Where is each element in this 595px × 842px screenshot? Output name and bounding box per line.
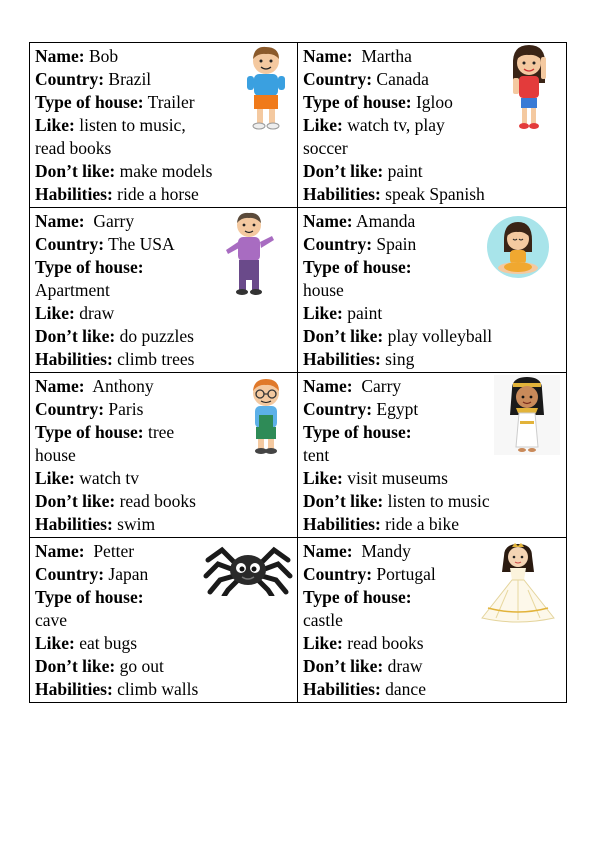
name-value: Garry xyxy=(84,211,135,231)
country-label: Country: xyxy=(303,399,373,419)
house-line xyxy=(303,586,562,609)
country-value: Japan xyxy=(104,564,149,584)
country-label: Country: xyxy=(303,69,373,89)
name-value: Anthony xyxy=(84,376,154,396)
like-line xyxy=(35,467,293,490)
abilities-value: climb walls xyxy=(112,679,199,699)
abilities-label: Habilities: xyxy=(35,679,113,699)
abilities-line xyxy=(303,513,562,536)
house-line xyxy=(303,256,562,279)
abilities-label: Habilities: xyxy=(303,679,381,699)
dislike-line xyxy=(35,160,293,183)
like-label: Like: xyxy=(35,633,75,653)
name-line xyxy=(35,540,293,563)
abilities-label: Habilities: xyxy=(303,514,381,534)
like-label: Like: xyxy=(303,633,343,653)
country-line xyxy=(35,563,293,586)
like-continuation: read books xyxy=(35,138,112,158)
name-value: Amanda xyxy=(352,211,416,231)
name-value: Carry xyxy=(352,376,402,396)
like-value: read books xyxy=(342,633,424,653)
abilities-line xyxy=(35,678,293,701)
house-value: Igloo xyxy=(411,92,453,112)
dislike-value: read books xyxy=(115,491,196,511)
like-value: draw xyxy=(74,303,115,323)
country-value: The USA xyxy=(104,234,175,254)
abilities-line xyxy=(303,183,562,206)
name-label: Name: xyxy=(35,211,85,231)
house-line xyxy=(35,421,293,444)
dislike-label: Don’t like: xyxy=(35,326,116,346)
name-line xyxy=(35,375,293,398)
house-label: Type of house: xyxy=(35,92,144,112)
name-line xyxy=(35,45,293,68)
card-garry xyxy=(30,208,298,372)
like-label: Like: xyxy=(35,303,75,323)
house-continuation: tent xyxy=(303,445,330,465)
abilities-value: ride a horse xyxy=(112,184,199,204)
country-value: Brazil xyxy=(104,69,152,89)
house-label: Type of house: xyxy=(303,422,412,442)
country-value: Canada xyxy=(372,69,429,89)
table-row xyxy=(30,373,566,538)
country-label: Country: xyxy=(35,234,105,254)
house-label: Type of house: xyxy=(303,587,412,607)
abilities-value: speak Spanish xyxy=(380,184,485,204)
dislike-value: listen to music xyxy=(383,491,490,511)
house-line xyxy=(303,91,562,114)
dislike-line xyxy=(303,655,562,678)
name-value: Petter xyxy=(84,541,135,561)
country-label: Country: xyxy=(35,69,105,89)
dislike-line xyxy=(35,490,293,513)
card-anthony xyxy=(30,373,298,537)
card-mandy xyxy=(298,538,566,702)
house-line xyxy=(303,421,562,444)
like-value: watch tv, play xyxy=(342,115,445,135)
like-value: visit museums xyxy=(342,468,448,488)
name-value: Martha xyxy=(352,46,412,66)
like-value: eat bugs xyxy=(74,633,138,653)
name-label: Name: xyxy=(303,376,353,396)
abilities-value: ride a bike xyxy=(380,514,460,534)
name-label: Name: xyxy=(35,376,85,396)
table-row xyxy=(30,208,566,373)
country-line xyxy=(303,563,562,586)
dislike-line xyxy=(303,490,562,513)
like-line xyxy=(303,302,562,325)
card-bob xyxy=(30,43,298,207)
house-continuation: cave xyxy=(35,610,68,630)
dislike-label: Don’t like: xyxy=(35,491,116,511)
abilities-line xyxy=(35,348,293,371)
country-line xyxy=(35,68,293,91)
table-row xyxy=(30,43,566,208)
country-label: Country: xyxy=(303,564,373,584)
abilities-value: sing xyxy=(380,349,415,369)
country-value: Spain xyxy=(372,234,417,254)
house-continuation: castle xyxy=(303,610,343,630)
abilities-label: Habilities: xyxy=(35,349,113,369)
dislike-value: play volleyball xyxy=(383,326,493,346)
like-label: Like: xyxy=(303,115,343,135)
card-petter xyxy=(30,538,298,702)
house-line xyxy=(35,91,293,114)
house-line xyxy=(35,256,293,279)
like-line xyxy=(35,302,293,325)
country-value: Paris xyxy=(104,399,144,419)
name-line xyxy=(303,210,562,233)
country-line xyxy=(303,233,562,256)
house-value: Trailer xyxy=(143,92,195,112)
country-line xyxy=(303,68,562,91)
like-line xyxy=(35,632,293,655)
dislike-label: Don’t like: xyxy=(303,491,384,511)
like-line xyxy=(303,467,562,490)
name-label: Name: xyxy=(303,211,353,231)
name-line xyxy=(303,540,562,563)
like-line xyxy=(35,114,293,137)
abilities-label: Habilities: xyxy=(35,184,113,204)
name-line xyxy=(303,375,562,398)
abilities-value: dance xyxy=(380,679,426,699)
dislike-value: draw xyxy=(383,656,423,676)
like-value: paint xyxy=(342,303,383,323)
dislike-line xyxy=(35,325,293,348)
dislike-value: paint xyxy=(383,161,423,181)
abilities-label: Habilities: xyxy=(303,349,381,369)
house-label: Type of house: xyxy=(35,257,144,277)
abilities-label: Habilities: xyxy=(35,514,113,534)
country-line xyxy=(35,398,293,421)
country-label: Country: xyxy=(303,234,373,254)
card-amanda xyxy=(298,208,566,372)
dislike-label: Don’t like: xyxy=(303,656,384,676)
abilities-line xyxy=(35,513,293,536)
card-carry xyxy=(298,373,566,537)
country-line xyxy=(303,398,562,421)
name-line xyxy=(303,45,562,68)
like-line xyxy=(303,632,562,655)
house-continuation: house xyxy=(303,280,344,300)
house-value: tree xyxy=(143,422,175,442)
abilities-line xyxy=(35,183,293,206)
like-value: watch tv xyxy=(74,468,140,488)
name-label: Name: xyxy=(303,541,353,561)
name-line xyxy=(35,210,293,233)
country-value: Portugal xyxy=(372,564,436,584)
dislike-value: go out xyxy=(115,656,164,676)
name-label: Name: xyxy=(35,541,85,561)
dislike-line xyxy=(303,160,562,183)
country-value: Egypt xyxy=(372,399,419,419)
like-label: Like: xyxy=(303,468,343,488)
name-value: Bob xyxy=(84,46,119,66)
dislike-label: Don’t like: xyxy=(35,656,116,676)
dislike-label: Don’t like: xyxy=(303,161,384,181)
dislike-label: Don’t like: xyxy=(35,161,116,181)
dislike-value: do puzzles xyxy=(115,326,194,346)
like-continuation: soccer xyxy=(303,138,348,158)
like-line xyxy=(303,114,562,137)
abilities-line xyxy=(303,678,562,701)
dislike-line xyxy=(303,325,562,348)
abilities-value: swim xyxy=(112,514,156,534)
house-continuation: Apartment xyxy=(35,280,110,300)
name-value: Mandy xyxy=(352,541,411,561)
card-martha xyxy=(298,43,566,207)
country-label: Country: xyxy=(35,564,105,584)
like-label: Like: xyxy=(303,303,343,323)
dislike-value: make models xyxy=(115,161,213,181)
abilities-line xyxy=(303,348,562,371)
house-label: Type of house: xyxy=(303,92,412,112)
house-label: Type of house: xyxy=(35,587,144,607)
country-label: Country: xyxy=(35,399,105,419)
like-value: listen to music, xyxy=(74,115,186,135)
abilities-value: climb trees xyxy=(112,349,195,369)
house-label: Type of house: xyxy=(35,422,144,442)
house-continuation: house xyxy=(35,445,76,465)
table-row xyxy=(30,538,566,702)
name-label: Name: xyxy=(35,46,85,66)
abilities-label: Habilities: xyxy=(303,184,381,204)
dislike-line xyxy=(35,655,293,678)
name-label: Name: xyxy=(303,46,353,66)
house-line xyxy=(35,586,293,609)
like-label: Like: xyxy=(35,115,75,135)
dislike-label: Don’t like: xyxy=(303,326,384,346)
house-label: Type of house: xyxy=(303,257,412,277)
character-cards-table xyxy=(29,42,567,703)
country-line xyxy=(35,233,293,256)
like-label: Like: xyxy=(35,468,75,488)
